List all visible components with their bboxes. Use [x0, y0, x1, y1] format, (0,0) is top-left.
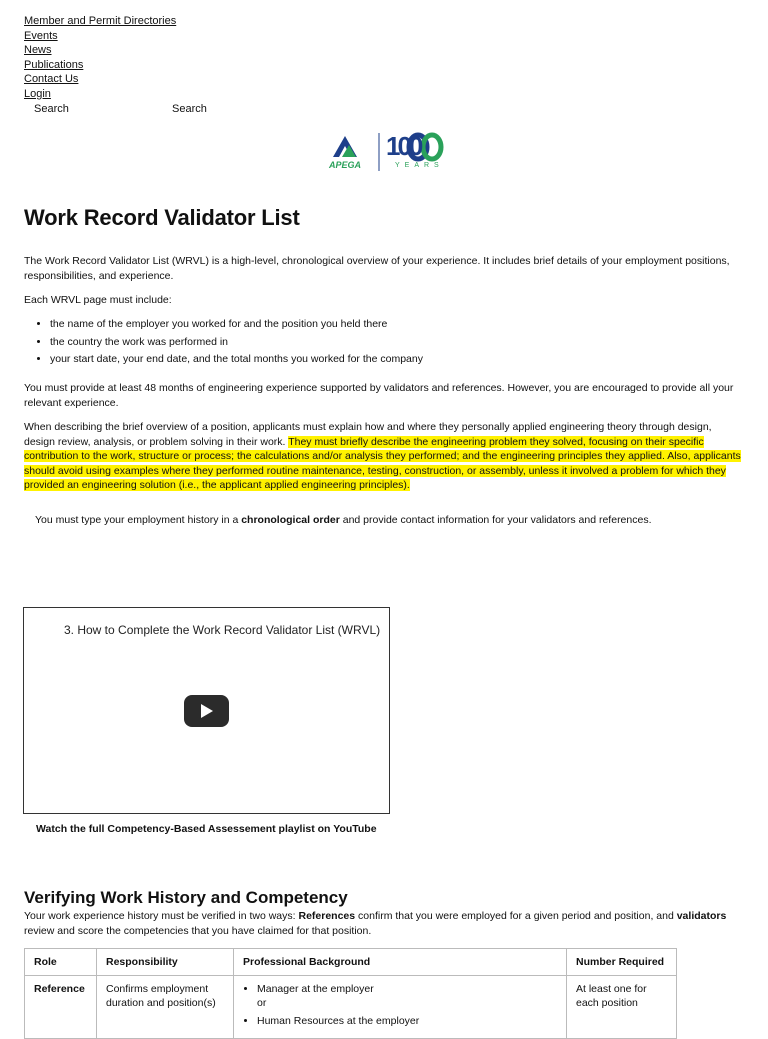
verify-bold-validators: validators	[676, 910, 727, 922]
search-label[interactable]: Search	[34, 103, 69, 115]
describe-paragraph	[24, 420, 744, 493]
top-nav	[24, 14, 176, 101]
apega-100-logo[interactable]	[329, 131, 445, 173]
table-header-row	[25, 949, 677, 976]
video-title[interactable]: 3. How to Complete the Work Record Validator List (WRVL)	[64, 623, 381, 637]
nav-link-member-directories[interactable]: Member and Permit Directories	[24, 15, 177, 27]
cell-background	[234, 976, 567, 1039]
chronology-text-after: and provide contact information for your validators and references.	[339, 514, 652, 526]
section-heading: Verifying Work History and Competency	[24, 888, 348, 907]
page-title: Work Record Validator List	[24, 205, 300, 230]
table-row	[25, 976, 677, 1039]
search-button[interactable]: Search	[172, 103, 207, 115]
nav-link-contact-us[interactable]: Contact Us	[24, 73, 79, 85]
verify-paragraph	[24, 909, 744, 938]
play-icon	[198, 703, 214, 719]
header-professional-background: Professional Background	[234, 949, 567, 976]
experience-note: You must provide at least 48 months of engineering experience supported by validators and references. However, you are encouraged to provide all your relevant experience.	[24, 382, 734, 409]
nav-link-events[interactable]: Events	[24, 29, 58, 42]
nav-link-login[interactable]: Login	[24, 87, 51, 100]
include-lead: Each WRVL page must include:	[24, 294, 172, 306]
chronology-bold: chronological order	[241, 514, 340, 526]
intro-paragraph: The Work Record Validator List (WRVL) is a high-level, chronological overview of your experience. It includes brief details of your employment positions, responsibilities, and experience.	[24, 255, 730, 282]
nav-link-news[interactable]: News	[24, 44, 52, 56]
background-option-1: Manager at the employer	[257, 983, 374, 995]
list-item	[257, 982, 557, 1010]
list-item: • Human Resources at the employer	[257, 1014, 557, 1028]
header-responsibility: Responsibility	[97, 949, 234, 976]
verify-text-3: review and score the competencies that you have claimed for that position.	[24, 924, 372, 937]
header-number-required: Number Required	[567, 949, 677, 976]
cell-role: Reference	[25, 976, 97, 1039]
verify-bold-references: References	[298, 910, 356, 922]
verification-table	[24, 948, 677, 1039]
nav-link-publications[interactable]: Publications	[24, 58, 84, 71]
logo-years: YEARS	[395, 162, 444, 169]
logo-brand: APEGA	[329, 160, 362, 170]
include-list	[24, 316, 750, 369]
logo-anniversary: 100	[386, 131, 421, 161]
header-role: Role	[25, 949, 97, 976]
cell-number-required: At least one for each position	[567, 976, 677, 1039]
chronology-text-before: You must type your employment history in a	[35, 514, 242, 526]
verify-text-2: confirm that you were employed for a given period and position, and	[355, 910, 677, 922]
describe-plain-text: When describing the brief overview of a position, applicants must explain how and where they personally applied engineering theory through design, design review, analysis, or problem solving in their work.	[24, 421, 712, 448]
background-or: or	[257, 997, 267, 1009]
list-item: • your start date, your end date, and the total months you worked for the company	[50, 351, 750, 369]
video-caption: Watch the full Competency-Based Assessement playlist on YouTube	[36, 823, 377, 835]
list-item: • the country the work was performed in	[50, 334, 750, 352]
highlighted-text: They must briefly describe the engineering problem they solved, focusing on their specific contribution to the work, structure or process; the calculations and/or analysis they performed; and the engineering principles they applied. Also, applicants should avoid using examples where they performed routine maintenance, testing, construction, or assembly, unless it involved a problem for which they provided an engineering solution (i.e., the applicant applied engineering principles).	[24, 435, 741, 491]
list-item: • the name of the employer you worked for and the position you held there	[50, 316, 750, 334]
chronology-note	[35, 513, 755, 528]
video-player[interactable]	[23, 607, 390, 814]
play-button[interactable]	[184, 695, 229, 727]
cell-responsibility: Confirms employment duration and position(s)	[97, 976, 234, 1039]
verify-text-1: Your work experience history must be verified in two ways:	[24, 910, 299, 922]
